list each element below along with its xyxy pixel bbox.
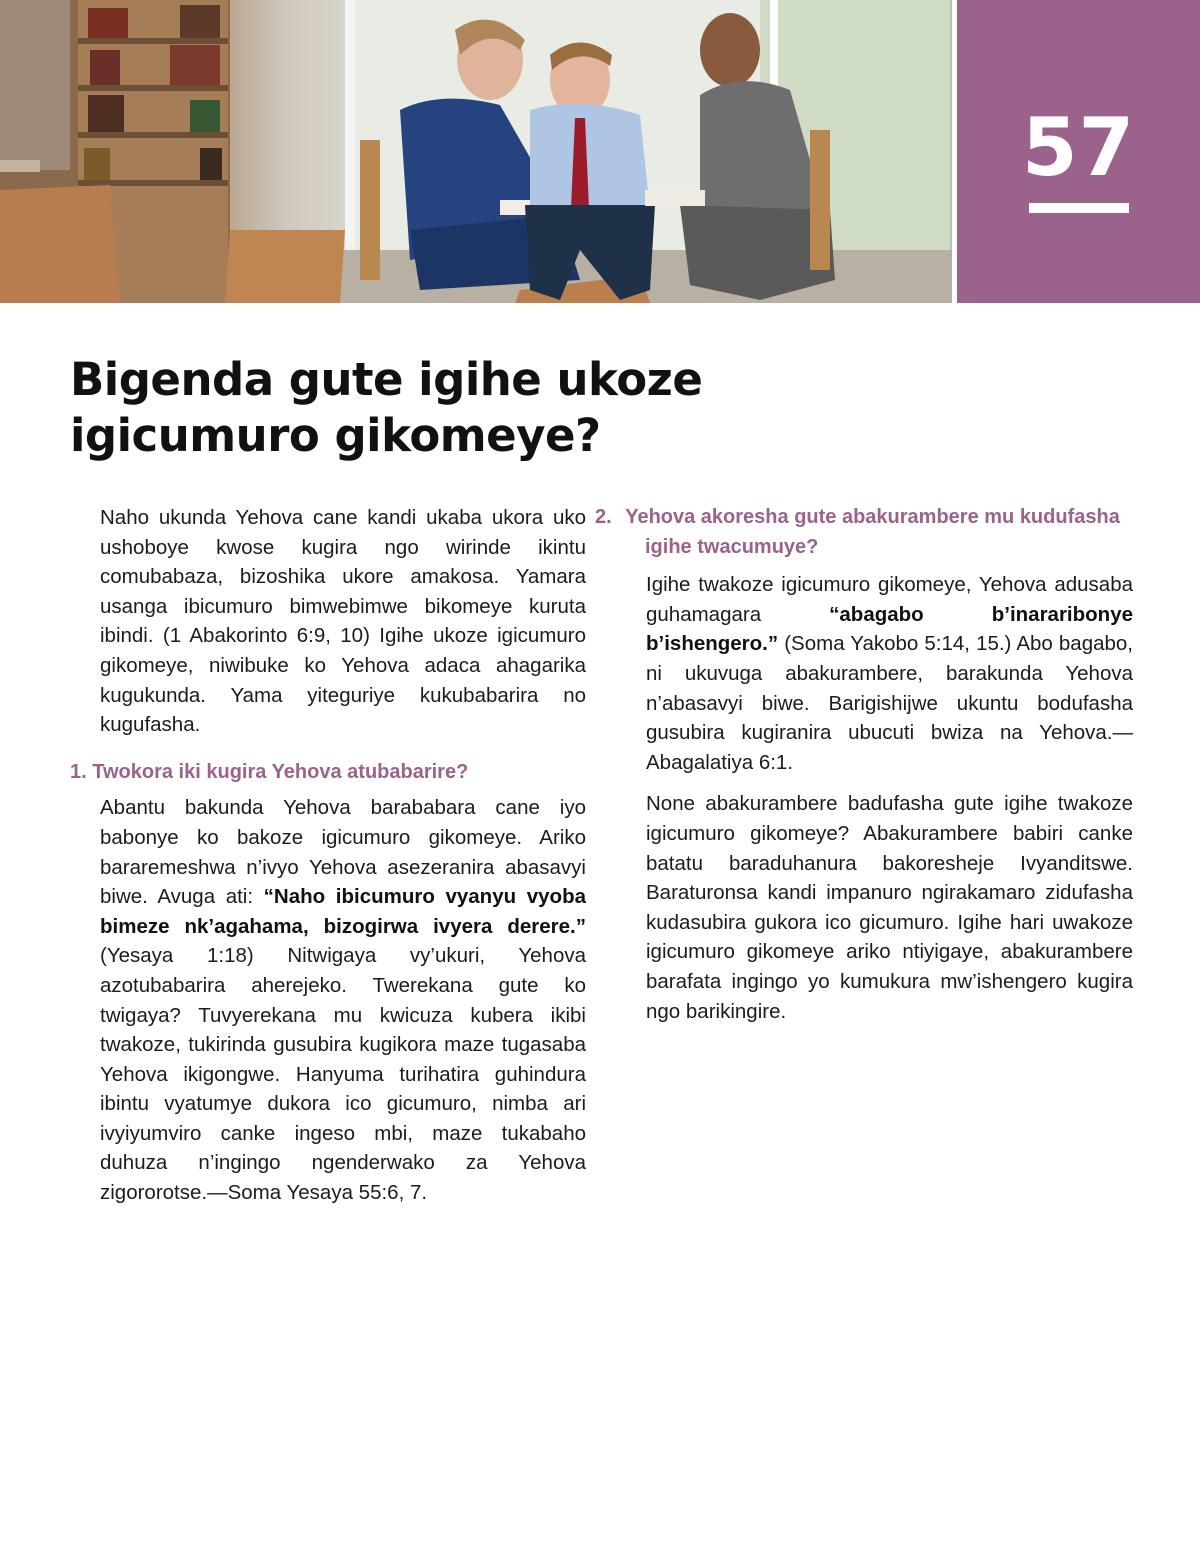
section-2-question: 2. Yehova akoresha gute abakurambere mu kudufasha igihe twacumuye?: [595, 506, 1120, 558]
section-1-question-text: Twokora iki kugira Yehova atubabarire?: [92, 760, 469, 783]
section-2-text-a: Igihe twakoze igicumuro gikomeye, Yehova adusaba guhamagara: [646, 573, 1133, 626]
section-1-question: [70, 758, 586, 788]
section-1-paragraph: [100, 793, 586, 1207]
header-photo: [0, 0, 952, 303]
lesson-number-box: [957, 0, 1200, 303]
right-column: [595, 503, 1133, 1038]
section-2-scripture-quote: “abagabo b’inararibonye b’ishengero.”: [646, 602, 1133, 656]
section-2-question-text: Yehova akoresha gute abakurambere mu kudufasha igihe twacumuye?: [625, 506, 1120, 558]
page-title: Bigenda gute igihe ukoze igicumuro gikomeye?: [70, 353, 703, 462]
section-2-paragraph-1: [646, 570, 1133, 777]
left-column: [70, 503, 586, 1220]
section-2-text-b: (Soma Yakobo 5:14, 15.) Abo bagabo, ni ukuvuga abakurambere, barakunda Yehova n’abasavyi biwe. Barigishijwe ukuntu bodufasha gusubira kugiranira ubucuti bwiza na Yehova.—Abagalatiya 6:1.: [646, 632, 1133, 774]
lesson-number-underline: [1029, 203, 1129, 213]
section-2-paragraph-2: None abakurambere badufasha gute igihe twakoze igicumuro gikomeye? Abakurambere babiri canke batatu baraduhanura bakoresheje Ivyanditswe. Baraturonsa kandi impanuro ngirakamaro zidufasha kudasubira gukora ico gicumuro. Igihe hari uwakoze igicumuro gikomeye ariko ntiyigaye, abakurambere barafata ingingo yo kumukura mw’ishengero kugira ngo barikingire.: [646, 792, 1133, 1023]
section-1-text-b: (Yesaya 1:18) Nitwigaya vy’ukuri, Yehova azotubabarira aherejeko. Twerekana gute ko twigaya? Tuvyerekana mu kwicuza kubera ikibi twakoze, tukirinda gusubira kugikora maze tugasaba Yehova ikigongwe. Hanyuma turihatira guhindura ibintu vyatumye dukora ico gicumuro, nimba ari ivyiyumviro canke ingeso mbi, maze tukabaho duhuza n’ingingo ngenderwako za Yehova zigororotse.—Soma Yesaya 55:6, 7.: [100, 944, 586, 1205]
lesson-number: 57: [1021, 101, 1136, 194]
intro-paragraph: Naho ukunda Yehova cane kandi ukaba ukora uko ushoboye kwose kugira ngo wirinde ikintu comubabaza, bizoshika ukore amakosa. Yamara usanga ibicumuro bimwebimwe bikomeye kuruta ibindi. (1 Abakorinto 6:9, 10) Igihe ukoze igicumuro gikomeye, niwibuke ko Yehova adaca ahagarika kugukunda. Yama yiteguriye kukubabarira no kugufasha.: [100, 506, 586, 737]
section-1-number: 1.: [70, 760, 87, 783]
section-1-scripture-quote: “Naho ibicumuro vyanyu vyoba bimeze nk’agahama, bizogirwa ivyera derere.”: [100, 885, 586, 938]
section-1-text-a: Abantu bakunda Yehova barababara cane iyo babonye ko bakoze igicumuro gikomeye. Ariko bararemeshwa n’ivyo Yehova asezeranira abasavyi biwe. Avuga ati:: [100, 796, 586, 909]
meeting-photo: [0, 0, 952, 303]
